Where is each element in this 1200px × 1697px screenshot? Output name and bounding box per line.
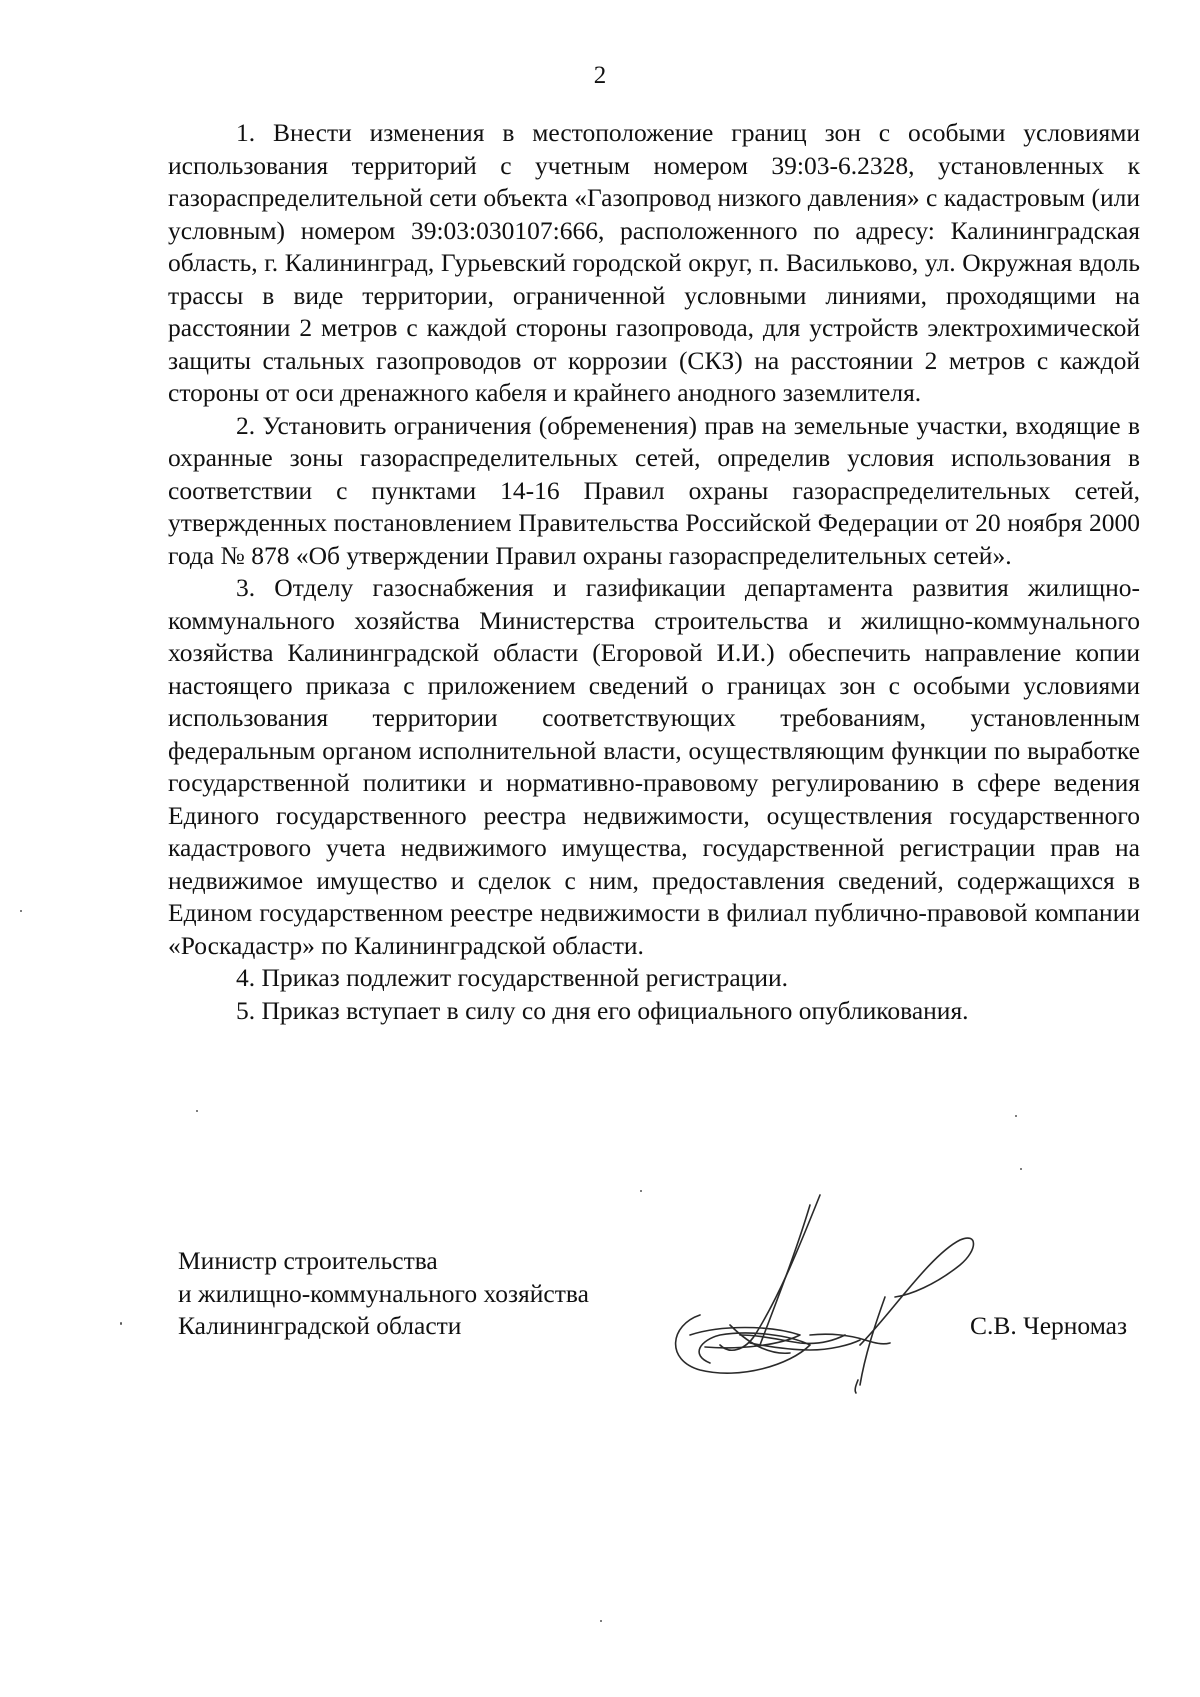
- scan-speck: [120, 1322, 122, 1325]
- paragraph-4: 4. Приказ подлежит государственной регистрации.: [236, 963, 788, 992]
- paragraph-5: 5. Приказ вступает в силу со дня его официального опубликования.: [236, 995, 969, 1025]
- paragraph-2: 2. Установить ограничения (обременения) прав на земельные участки, входящие в охранные зоны газораспределительных сетей, определив условия использования в соответствии с пунктами 14-16 Правил охраны газораспределительных сетей, утвержденных постановлением Правительства Российской Федерации от 20 ноября 2000 года № 878 «Об утверждении Правил охраны газораспределительных сетей».: [168, 410, 1140, 570]
- scan-speck: [600, 1620, 602, 1622]
- page-number: 2: [593, 62, 607, 89]
- signer-position-line-3: Калининградской области: [178, 1311, 462, 1340]
- paragraph-1: 1. Внести изменения в местоположение границ зон с особыми условиями использования территорий с учетным номером 39:03-6.2328, установленных к газораспределительной сети объекта «Газопровод низкого давления» с кадастровым (или условным) номером 39:03:030107:666, расположенного по адресу: Калининградская область, г. Калининград, Гурьевский городской округ, п. Васильково, ул. Окружная вдоль трассы в виде территории, ограниченной условными линиями, проходящими на расстоянии 2 метров с каждой стороны газопровода, для устройств электрохимической защиты стальных газопроводов от коррозии (СКЗ) на расстоянии 2 метров с каждой стороны от оси дренажного кабеля и крайнего анодного заземлителя.: [168, 118, 1140, 407]
- handwritten-signature: [660, 1185, 980, 1395]
- signer-position-line-2: и жилищно-коммунального хозяйства: [178, 1278, 589, 1308]
- scan-speck: [1020, 1168, 1022, 1170]
- signer-name: С.В. Черномаз: [970, 1311, 1128, 1340]
- document-body: [168, 117, 1140, 1027]
- paragraph-3: 3. Отделу газоснабжения и газификации департамента развития жилищно-коммунального хозяйства Министерства строительства и жилищно-коммунального хозяйства Калининградской области (Егоровой И.И.) обеспечить направление копии настоящего приказа с приложением сведений о границах зон с особыми условиями использования территории соответствующих требованиям, установленным федеральным органом исполнительной власти, осуществляющим функции по выработке государственной политики и нормативно-правовому регулированию в сфере ведения Единого государственного реестра недвижимости, осуществления государственного кадастрового учета недвижимого имущества, государственной регистрации прав на недвижимое имущество и сделок с ним, предоставления сведений, содержащихся в Едином государственном реестре недвижимости в филиал публично-правовой компании «Роскадастр» по Калининградской области.: [168, 573, 1140, 960]
- signer-position: [178, 1245, 589, 1343]
- scan-speck: [1015, 1115, 1017, 1117]
- scan-speck: [196, 1110, 198, 1112]
- signer-position-line-1: Министр строительства: [178, 1246, 438, 1275]
- scan-speck: [640, 1190, 642, 1192]
- scan-speck: [20, 910, 22, 912]
